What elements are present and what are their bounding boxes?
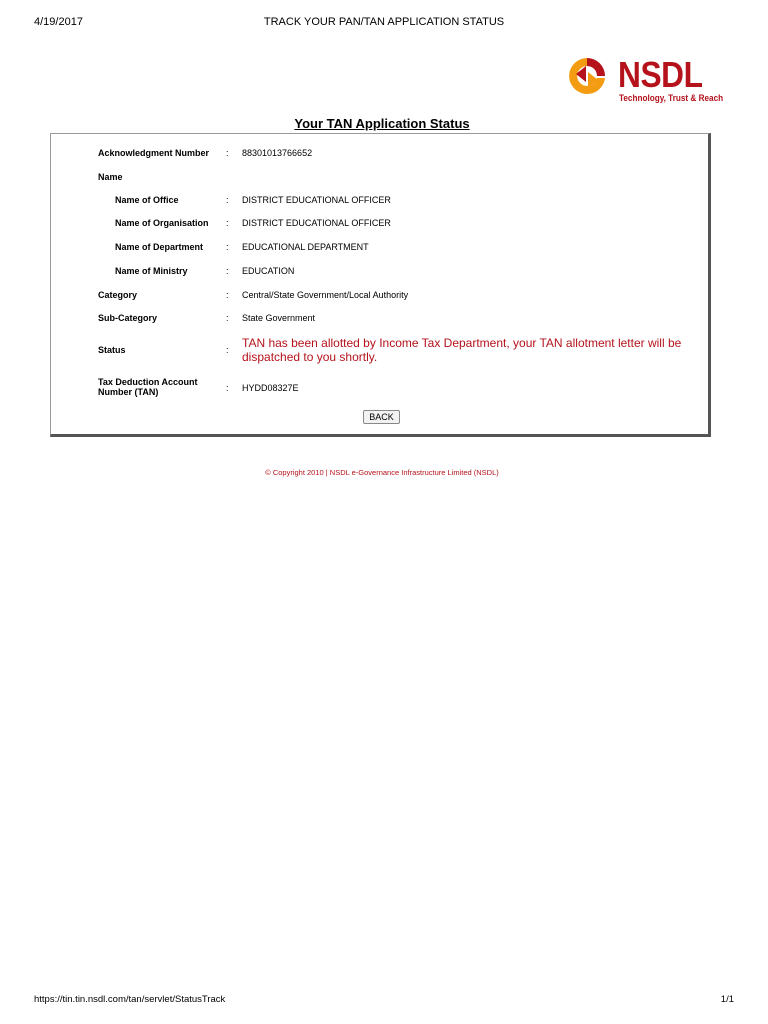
field-value: DISTRICT EDUCATIONAL OFFICER bbox=[242, 195, 391, 205]
field-colon: : bbox=[226, 266, 229, 276]
nsdl-swirl-logo-icon bbox=[562, 52, 612, 102]
nsdl-logo bbox=[562, 52, 722, 108]
field-label: Acknowledgment Number bbox=[98, 148, 210, 158]
field-colon: : bbox=[226, 242, 229, 252]
status-message: TAN has been allotted by Income Tax Department, your TAN allotment letter will be dispatched to you shortly. bbox=[242, 336, 682, 364]
field-label: Name bbox=[98, 172, 123, 182]
tan-value: HYDD08327E bbox=[242, 383, 299, 393]
print-page-title: TRACK YOUR PAN/TAN APPLICATION STATUS bbox=[263, 16, 505, 28]
page-title: Your TAN Application Status bbox=[294, 116, 470, 131]
print-date: 4/19/2017 bbox=[34, 16, 83, 28]
print-header bbox=[34, 16, 734, 30]
field-label: Name of Ministry bbox=[115, 266, 188, 276]
field-colon: : bbox=[226, 313, 229, 323]
field-label: Tax Deduction Account Number (TAN) bbox=[98, 377, 198, 397]
field-label: Status bbox=[98, 345, 126, 355]
field-colon: : bbox=[226, 383, 229, 393]
nsdl-tagline: Technology, Trust & Reach bbox=[619, 93, 724, 104]
field-label: Name of Department bbox=[115, 242, 204, 252]
field-label: Name of Organisation bbox=[115, 218, 209, 228]
field-value: Central/State Government/Local Authority bbox=[242, 290, 409, 300]
field-colon: : bbox=[226, 218, 229, 228]
field-value: EDUCATION bbox=[242, 266, 295, 276]
field-label: Name of Office bbox=[115, 195, 179, 205]
copyright-text: © Copyright 2010 | NSDL e-Governance Infrastructure Limited (NSDL) bbox=[265, 468, 499, 477]
field-value: EDUCATIONAL DEPARTMENT bbox=[242, 242, 369, 252]
field-colon: : bbox=[226, 148, 229, 158]
print-url: https://tin.tin.nsdl.com/tan/servlet/StatusTrack bbox=[34, 994, 226, 1005]
field-colon: : bbox=[226, 345, 229, 355]
field-label: Sub-Category bbox=[98, 313, 158, 323]
field-value: State Government bbox=[242, 313, 316, 323]
nsdl-brand-text: NSDL bbox=[618, 54, 703, 95]
field-colon: : bbox=[226, 195, 229, 205]
field-value: DISTRICT EDUCATIONAL OFFICER bbox=[242, 218, 391, 228]
field-colon: : bbox=[226, 290, 229, 300]
status-panel bbox=[50, 133, 711, 437]
field-label: Category bbox=[98, 290, 138, 300]
back-button[interactable]: BACK bbox=[363, 410, 400, 424]
field-value: 88301013766652 bbox=[242, 148, 313, 158]
print-page-number: 1/1 bbox=[720, 994, 734, 1005]
